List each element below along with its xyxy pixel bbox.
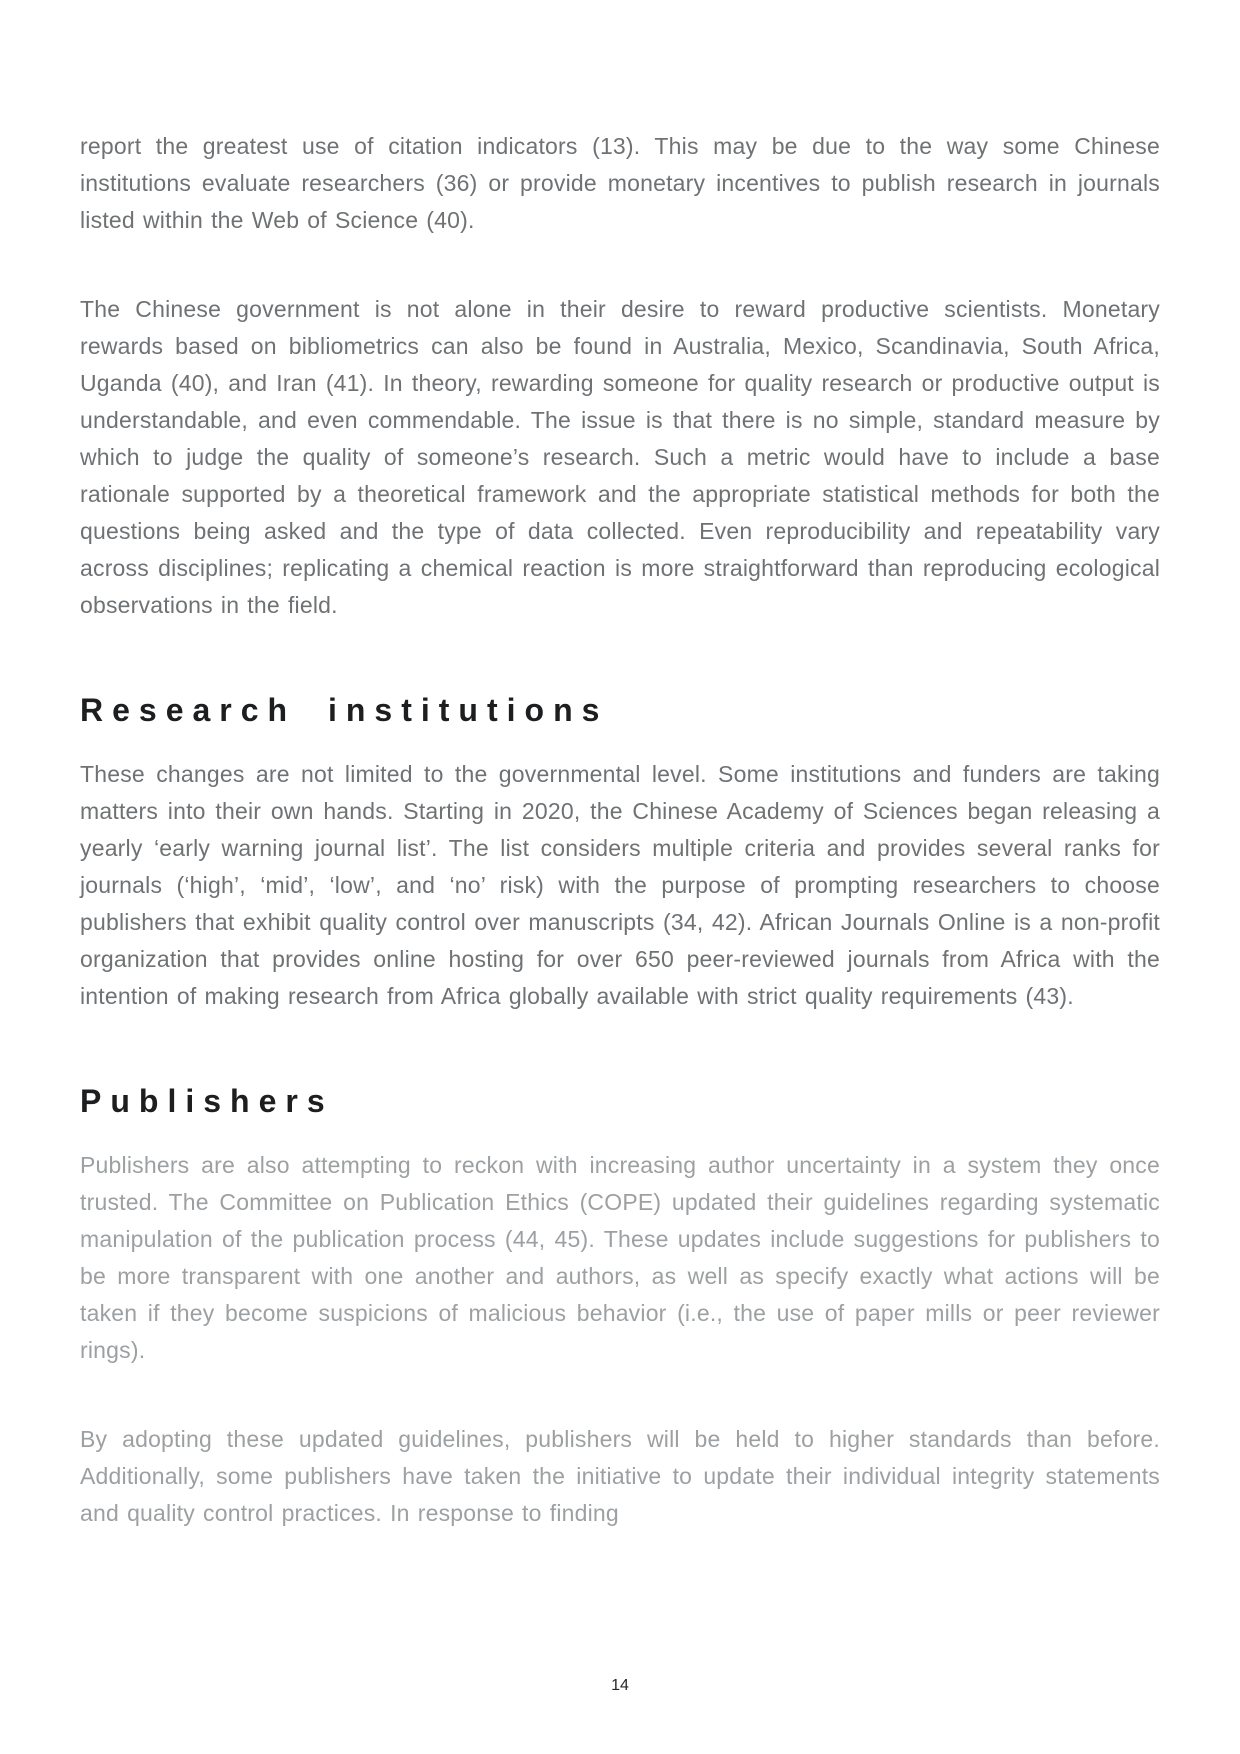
section-heading-research-institutions: Research institutions (80, 692, 609, 728)
page-content (80, 128, 1160, 1584)
paragraph-citation-indicators: report the greatest use of citation indicators (13). This may be due to the way some Chinese institutions evaluate researchers (36) or provide monetary incentives to publish research in journals listed within the Web of Science (40). (80, 133, 1160, 233)
page-number: 14 (611, 1677, 629, 1694)
paragraph-publisher-guidelines: Publishers are also attempting to reckon with increasing author uncertainty in a system they once trusted. The Committee on Publication Ethics (COPE) updated their guidelines regarding systematic manipulation of the publication process (44, 45). These updates include suggestions for publishers to be more transparent with one another and authors, as well as specify exactly what actions will be taken if they become suspicions of malicious behavior (i.e., the use of paper mills or peer reviewer rings). (80, 1152, 1160, 1363)
page-footer (0, 1676, 1240, 1696)
paragraph-institution-changes: These changes are not limited to the governmental level. Some institutions and funders are taking matters into their own hands. Starting in 2020, the Chinese Academy of Sciences began releasing a yearly ‘early warning journal list’. The list considers multiple criteria and provides several ranks for journals (‘high’, ‘mid’, ‘low’, and ‘no’ risk) with the purpose of prompting researchers to choose publishers that exhibit quality control over manuscripts (34, 42). African Journals Online is a non-profit organization that provides online hosting for over 650 peer-reviewed journals from Africa with the intention of making research from Africa globally available with strict quality requirements (43). (80, 761, 1160, 1009)
paragraph-updated-standards: By adopting these updated guidelines, publishers will be held to higher standards than before. Additionally, some publishers have taken the initiative to update their individual integrity statements and quality control practices. In response to finding (80, 1426, 1160, 1526)
section-heading-publishers: Publishers (80, 1083, 334, 1119)
paragraph-monetary-rewards: The Chinese government is not alone in their desire to reward productive scientists. Monetary rewards based on bibliometrics can also be found in Australia, Mexico, Scandinavia, South Africa, Uganda (40), and Iran (41). In theory, rewarding someone for quality research or productive output is understandable, and even commendable. The issue is that there is no simple, standard measure by which to judge the quality of someone’s research. Such a metric would have to include a base rationale supported by a theoretical framework and the appropriate statistical methods for both the questions being asked and the type of data collected. Even reproducibility and repeatability vary across disciplines; replicating a chemical reaction is more straightforward than reproducing ecological observations in the field. (80, 296, 1160, 618)
